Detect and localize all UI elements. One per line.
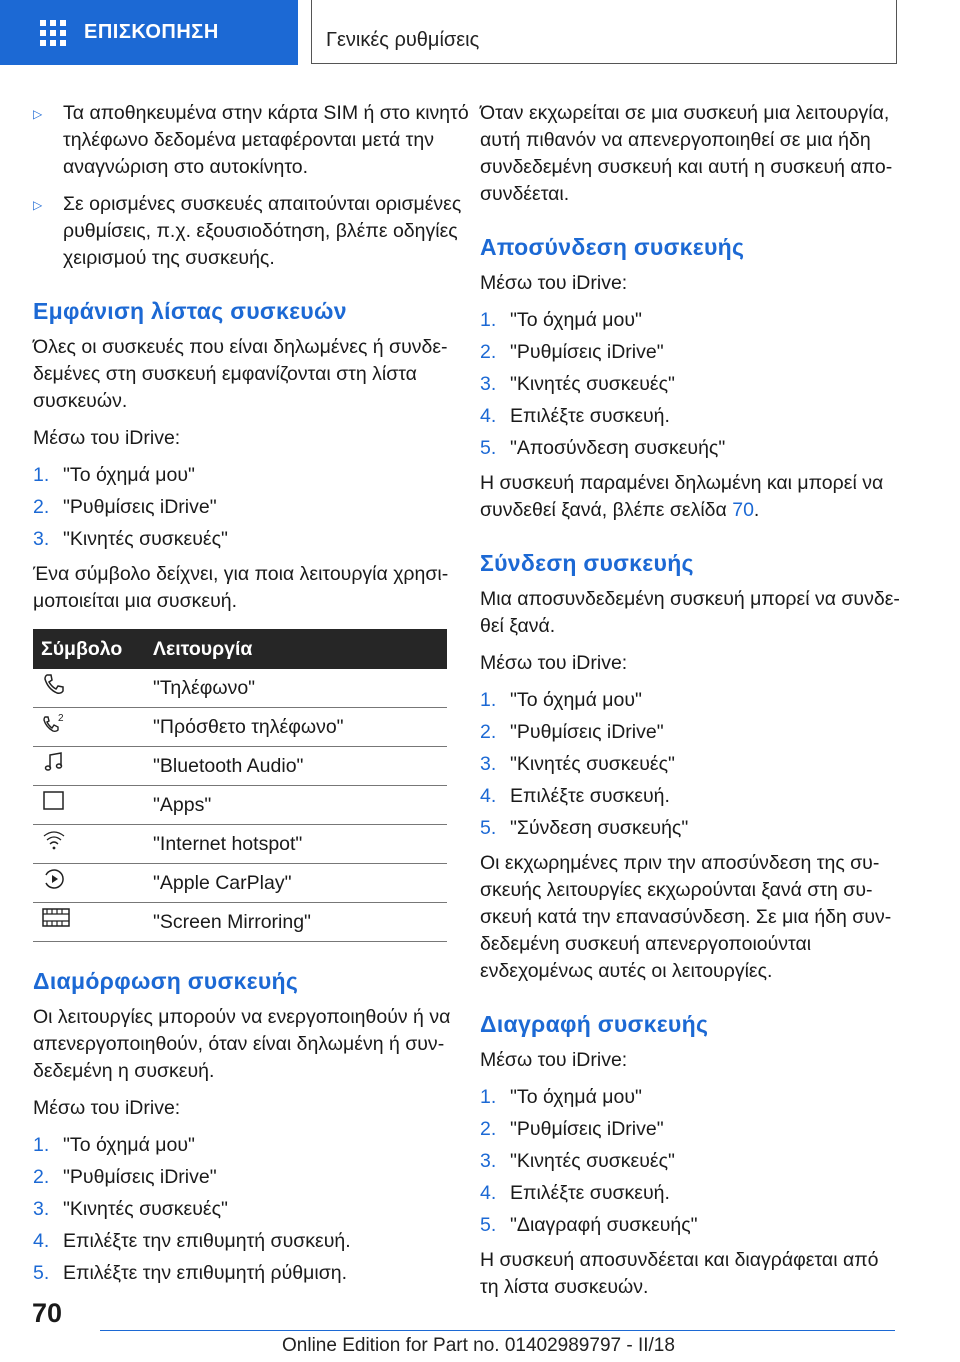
svg-text:2: 2 bbox=[58, 713, 64, 724]
via-idrive: Μέσω του iDrive: bbox=[480, 1049, 628, 1071]
col-header-symbol: Σύμβολο bbox=[33, 629, 145, 669]
footer-edition: Online Edition for Part no. 01402989797 - II/18 bbox=[282, 1335, 675, 1356]
page-link[interactable]: 70 bbox=[732, 499, 754, 521]
paragraph: Η συσκευή παραμένει δηλωμένη και μπορεί να συνδεθεί ξανά, βλέπε σελίδα 70. bbox=[480, 472, 884, 521]
carplay-icon bbox=[41, 866, 67, 892]
heading-configure-device: Διαμόρφωση συσκευής bbox=[33, 968, 299, 994]
phone-icon bbox=[41, 671, 67, 697]
step-item: 4. Επιλέξτε συσκευή. bbox=[480, 405, 670, 427]
step-item: 1. "Το όχημά μου" bbox=[480, 1086, 642, 1108]
steps-list bbox=[33, 462, 473, 553]
via-idrive: Μέσω του iDrive: bbox=[480, 652, 628, 674]
step-item: 2. "Ρυθμίσεις iDrive" bbox=[480, 721, 664, 743]
step-item: 5. "Σύνδεση συσκευής" bbox=[480, 817, 689, 839]
triangle-bullet-icon: ▷ bbox=[33, 107, 43, 121]
right-column bbox=[480, 100, 900, 1311]
step-item: 4. Επιλέξτε συσκευή. bbox=[480, 1182, 670, 1204]
step-item: 1. "Το όχημά μου" bbox=[33, 464, 195, 486]
table-row: "Screen Mirroring" bbox=[33, 903, 447, 942]
step-item: 5. "Αποσύνδεση συσκευής" bbox=[480, 437, 726, 459]
step-item: 2. "Ρυθμίσεις iDrive" bbox=[33, 496, 217, 518]
page-number: 70 bbox=[32, 1298, 63, 1328]
heading-device-list: Εμφάνιση λίστας συσκευών bbox=[33, 298, 347, 324]
paragraph: Όταν εκχωρείται σε μια συσκευή μια λειτουργία, αυτή πιθανόν να απενεργοποιηθεί σε μια ήδη συνδεδεμένη συσκευή και αυτή η συσκευή αποσυνδέεται. bbox=[480, 102, 893, 205]
heading-connect-device: Σύνδεση συσκευής bbox=[480, 550, 694, 576]
step-item: 3. "Κινητές συσκευές" bbox=[480, 373, 675, 395]
paragraph: Όλες οι συσκευές που είναι δηλωμένες ή συνδεδεμένες στη συσκευή εμφανίζονται στη λίστα συσκευών. bbox=[33, 336, 448, 412]
additional-phone-icon bbox=[41, 710, 67, 736]
steps-list bbox=[480, 307, 900, 462]
table-row: 2 "Πρόσθετο τηλέφωνο" bbox=[33, 708, 447, 747]
bullet-item: ▷ Τα αποθηκευμένα στην κάρτα SIM ή στο κινητό τηλέφωνο δεδομένα μεταφέρονται μετά την αναγνώριση στο αυτοκίνητο. bbox=[33, 100, 473, 181]
paragraph: Οι εκχωρημένες πριν την αποσύνδεση της συσκευής λειτουργίες εκχωρούνται ξανά στη συσκευή κατά την επανασύνδεση. Σε μια ήδη συνδεδεμένη συσκευή απενεργοποιούνται ενδεχομένως αυτές οι λειτουργίες. bbox=[480, 852, 892, 982]
apps-icon bbox=[41, 788, 67, 814]
via-idrive: Μέσω του iDrive: bbox=[33, 1097, 181, 1119]
heading-disconnect-device: Αποσύνδεση συσκευής bbox=[480, 234, 745, 260]
step-item: 2. "Ρυθμίσεις iDrive" bbox=[480, 1118, 664, 1140]
steps-list bbox=[480, 1084, 900, 1239]
step-item: 1. "Το όχημά μου" bbox=[480, 309, 642, 331]
paragraph: Ένα σύμβολο δείχνει, για ποια λειτουργία χρησιμοποιείται μια συσκευή. bbox=[33, 563, 449, 612]
overview-tab[interactable] bbox=[0, 0, 298, 65]
step-item: 2. "Ρυθμίσεις iDrive" bbox=[33, 1166, 217, 1188]
steps-list bbox=[480, 687, 900, 842]
table-row: "Apps" bbox=[33, 786, 447, 825]
table-row: "Τηλέφωνο" bbox=[33, 669, 447, 708]
footer-divider bbox=[100, 1330, 895, 1331]
table-row: "Bluetooth Audio" bbox=[33, 747, 447, 786]
overview-tab-label: ΕΠΙΣΚΟΠΗΣΗ bbox=[84, 21, 219, 43]
step-item: 4. Επιλέξτε την επιθυμητή συσκευή. bbox=[33, 1230, 351, 1252]
grid-icon bbox=[40, 20, 66, 46]
table-row: "Internet hotspot" bbox=[33, 825, 447, 864]
step-item: 2. "Ρυθμίσεις iDrive" bbox=[480, 341, 664, 363]
step-item: 3. "Κινητές συσκευές" bbox=[480, 753, 675, 775]
heading-delete-device: Διαγραφή συσκευής bbox=[480, 1011, 709, 1037]
wifi-icon bbox=[41, 827, 67, 853]
music-note-icon bbox=[41, 749, 67, 775]
bullet-item: ▷ Σε ορισμένες συσκευές απαιτούνται ορισμένες ρυθμίσεις, π.χ. εξουσιοδότηση, βλέπε οδηγίες χειρισμού της συσκευής. bbox=[33, 191, 473, 272]
step-item: 5. "Διαγραφή συσκευής" bbox=[480, 1214, 698, 1236]
steps-list bbox=[33, 1132, 473, 1287]
step-item: 1. "Το όχημά μου" bbox=[480, 689, 642, 711]
step-item: 5. Επιλέξτε την επιθυμητή ρύθμιση. bbox=[33, 1262, 347, 1284]
triangle-bullet-icon: ▷ bbox=[33, 198, 43, 212]
paragraph: Η συσκευή αποσυνδέεται και διαγράφεται από τη λίστα συσκευών. bbox=[480, 1249, 879, 1298]
section-title: Γενικές ρυθμίσεις bbox=[326, 29, 480, 51]
step-item: 3. "Κινητές συσκευές" bbox=[480, 1150, 675, 1172]
screen-mirroring-icon bbox=[41, 905, 71, 931]
table-row: "Apple CarPlay" bbox=[33, 864, 447, 903]
paragraph: Οι λειτουργίες μπορούν να ενεργοποιηθούν ή να απενεργοποιηθούν, όταν είναι δηλωμένη ή συνδεδεμένη η συσκευή. bbox=[33, 1006, 451, 1082]
section-header bbox=[311, 0, 897, 64]
step-item: 3. "Κινητές συσκευές" bbox=[33, 528, 228, 550]
via-idrive: Μέσω του iDrive: bbox=[33, 427, 181, 449]
step-item: 1. "Το όχημά μου" bbox=[33, 1134, 195, 1156]
step-item: 3. "Κινητές συσκευές" bbox=[33, 1198, 228, 1220]
paragraph: Μια αποσυνδεδεμένη συσκευή μπορεί να συνδεθεί ξανά. bbox=[480, 588, 900, 637]
left-column bbox=[33, 100, 473, 1295]
step-item: 4. Επιλέξτε συσκευή. bbox=[480, 785, 670, 807]
col-header-function: Λειτουργία bbox=[145, 629, 447, 669]
via-idrive: Μέσω του iDrive: bbox=[480, 272, 628, 294]
symbol-table bbox=[33, 629, 447, 942]
